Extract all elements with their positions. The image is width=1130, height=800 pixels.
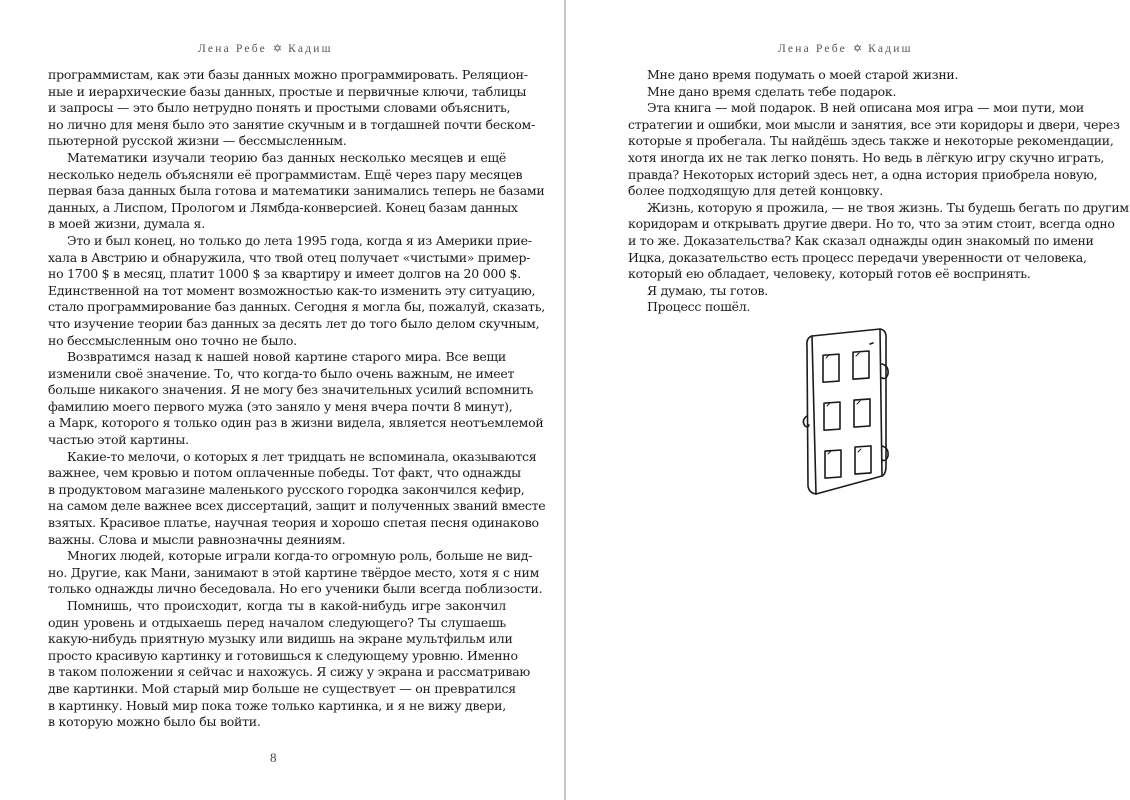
body-text [628, 67, 1129, 316]
text-line: только однажды лично беседовала. Но его ученики были всегда поблизости. [48, 581, 543, 597]
text-line: в продуктовом магазине маленького русского городка закончился кефир, [48, 481, 525, 497]
running-head-title: Кадиш [288, 43, 333, 55]
text-line: которые я пробегала. Ты найдёшь здесь также и некоторые рекомендации, [628, 133, 1114, 149]
text-line: ные и иерархические базы данных, простые и первичные ключи, таблицы [48, 83, 527, 99]
text-line: а Марк, которого я только один раз в жизни видела, является неотъемлемой [48, 415, 544, 431]
text-line: Это и был конец, но только до лета 1995 года, когда я из Америки прие- [67, 232, 532, 248]
text-line: Мне дано время подумать о моей старой жизни. [647, 67, 959, 82]
text-line: но. Другие, как Мани, занимают в этой картине твёрдое место, хотя я с ним [48, 564, 540, 580]
text-line: фамилию моего первого мужа (это заняло у меня вчера почти 8 минут), [48, 398, 513, 414]
text-line: Процесс пошёл. [647, 299, 751, 315]
text-line: Возвратимся назад к нашей новой картине старого мира. Все вещи [67, 349, 506, 365]
text-line: Многих людей, которые играли когда-то огромную роль, больше не вид- [67, 548, 533, 564]
text-line: Математики изучали теорию баз данных несколько месяцев и ещё [67, 149, 506, 165]
running-head-title: Кадиш [868, 43, 913, 55]
text-line: и то же. Доказательства? Как сказал однажды один знакомый по имени [628, 232, 1094, 248]
text-line: и запросы — это было нетрудно понять и простыми словами объяснить, [48, 100, 511, 116]
text-line: важны. Слова и мысли равнозначны деяниям. [48, 531, 346, 547]
star-ornament-icon: ✡ [272, 43, 283, 55]
text-line: коридорам и открывать другие двери. Но то, что за этим стоит, всегда одно [628, 216, 1115, 232]
text-line: данных, а Лиспом, Прологом и Лямбда-конверсией. Конец базам данных [48, 199, 518, 215]
text-line: в картинку. Новый мир пока тоже только картинка, и я не вижу двери, [48, 697, 506, 713]
running-head-author: Лена Ребе [198, 43, 267, 55]
page-number: 8 [270, 750, 277, 765]
running-head-author: Лена Ребе [778, 43, 847, 55]
text-line: программистам, как эти базы данных можно программировать. Реляцион- [48, 67, 528, 82]
text-line: в моей жизни, думала я. [48, 216, 205, 232]
text-line: в которую можно было бы войти. [48, 714, 261, 730]
door-illustration [798, 326, 898, 498]
text-line: на самом деле важнее всех диссертаций, защит и полученных званий вместе [48, 498, 546, 514]
text-line: стало программирование баз данных. Сегодня я могла бы, пожалуй, сказать, [48, 299, 546, 315]
text-line: правда? Некоторых историй здесь нет, а одна история приобрела новую, [628, 166, 1098, 182]
text-line: больше никакого значения. Я не могу без значительных усилий вспомнить [48, 382, 534, 398]
text-line: но 1700 $ в месяц, платит 1000 $ за квартиру и имеет долгов на 20 000 $. [48, 266, 521, 282]
right-page [566, 0, 1130, 800]
text-line: что изучение теории баз данных за десять лет до того было делом скучным, [48, 315, 540, 331]
text-line: хала в Австрию и обнаружила, что твой отец получает «чистыми» пример- [48, 249, 531, 265]
text-line: который ею обладает, человеку, который готов её воспринять. [628, 266, 1031, 282]
text-line: но лично для меня было это занятие скучным и в тогдашней почти беском- [48, 116, 536, 132]
text-line: изменили своё значение. То, что когда-то было очень важным, не имеет [48, 365, 515, 381]
text-line: стратегии и ошибки, мои мысли и занятия, все эти коридоры и двери, через [628, 116, 1120, 132]
text-line: Ицка, доказательство есть процесс передачи уверенности от человека, [628, 249, 1087, 265]
text-line: Я думаю, ты готов. [647, 282, 768, 298]
body-text [48, 67, 546, 731]
text-line: две картинки. Мой старый мир больше не существует — он превратился [48, 680, 516, 696]
text-line: Мне дано время сделать тебе подарок. [647, 83, 897, 99]
text-line: но бессмысленным оно точно не было. [48, 332, 297, 348]
text-line: хотя иногда их не так легко понять. Но ведь в лёгкую игру скучно играть, [628, 149, 1105, 165]
star-ornament-icon: ✡ [852, 43, 863, 55]
running-head [198, 42, 333, 55]
text-line: Единственной на тот момент возможностью как-то изменить эту ситуацию, [48, 282, 536, 298]
text-line: взятых. Красивое платье, научная теория и хорошо спетая песня одинаково [48, 515, 539, 531]
text-line: первая база данных была готова и математики занимались теперь не базами [48, 183, 545, 199]
running-head [778, 42, 913, 55]
text-line: Эта книга — мой подарок. В ней описана моя игра — мои пути, мои [647, 100, 1084, 116]
text-line: в таком положении я сейчас и нахожусь. Я сижу у экрана и рассматриваю [48, 664, 531, 680]
text-line: несколько недель объясняли её программистам. Ещё через пару месяцев [48, 166, 523, 182]
text-line: пьютерной русской жизни — бессмысленным. [48, 133, 347, 149]
text-line: Жизнь, которую я прожила, — не твоя жизнь. Ты будешь бегать по другим [647, 199, 1129, 215]
text-line: важнее, чем кровью и потом оплаченные победы. Тот факт, что однажды [48, 465, 521, 481]
text-line: просто красивую картинку и готовишься к следующему уровню. Именно [48, 647, 518, 663]
text-line: один уровень и отдыхаешь перед началом следующего? Ты слушаешь [48, 614, 506, 630]
text-line: частью этой картины. [48, 432, 189, 448]
text-line: более подходящую для детей концовку. [628, 183, 883, 199]
left-page [0, 0, 564, 800]
text-line: Помнишь, что происходит, когда ты в какой-нибудь игре закончил [67, 598, 506, 613]
text-line: какую-нибудь приятную музыку или видишь на экране мультфильм или [48, 631, 513, 647]
text-line: Какие-то мелочи, о которых я лет тридцать не вспоминала, оказываются [67, 448, 537, 464]
